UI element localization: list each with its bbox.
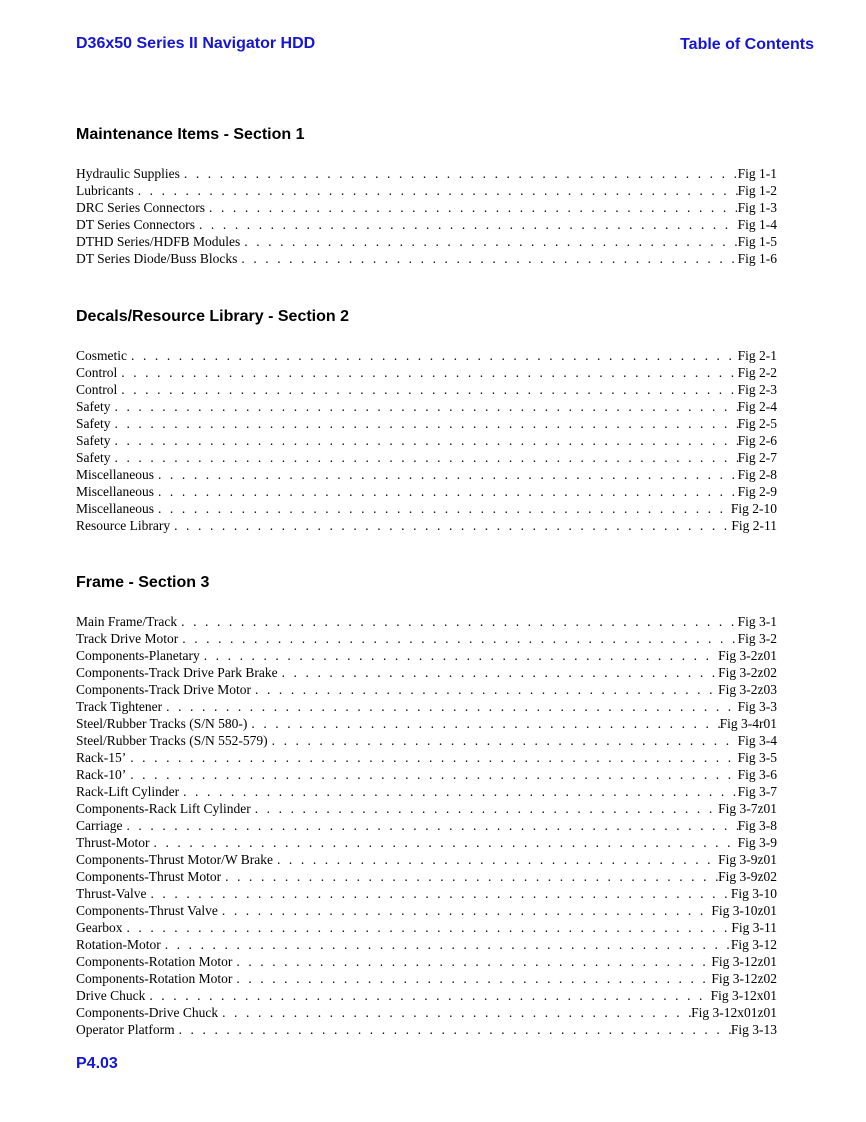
toc-entry[interactable]	[76, 715, 777, 732]
dot-leader	[170, 517, 731, 534]
dot-leader	[126, 766, 737, 783]
toc-section-3	[76, 574, 777, 1038]
toc-entry-title: Main Frame/Track	[76, 614, 178, 629]
dot-leader	[117, 381, 737, 398]
dot-leader	[117, 364, 737, 381]
toc-entry-title: DTHD Series/HDFB Modules	[76, 234, 241, 249]
toc-entry-figure: Fig 3-12x01	[710, 988, 777, 1003]
toc-entry-title: Components-Thrust Motor	[76, 869, 222, 884]
toc-entry-title: Components-Drive Chuck	[76, 1005, 219, 1020]
toc-entry-figure: Fig 1-3	[737, 200, 777, 215]
document-title: D36x50 Series II Navigator HDD	[76, 35, 316, 52]
toc-entry[interactable]	[76, 483, 777, 500]
dot-leader	[111, 449, 738, 466]
toc-entry-figure: Fig 3-6	[737, 767, 777, 782]
dot-leader	[122, 919, 731, 936]
toc-entry-figure: Fig 2-11	[731, 518, 777, 533]
toc-entry-figure: Fig 2-1	[737, 348, 777, 363]
toc-entry-title: Drive Chuck	[76, 988, 146, 1003]
toc-entry[interactable]	[76, 953, 777, 970]
toc-entry[interactable]	[76, 664, 777, 681]
toc-entry-figure: Fig 3-11	[731, 920, 777, 935]
toc-entry-title: Operator Platform	[76, 1022, 175, 1037]
toc-entry-figure: Fig 2-2	[737, 365, 777, 380]
header-section-label: Table of Contents	[680, 36, 814, 53]
dot-leader	[268, 732, 738, 749]
toc-entry[interactable]	[76, 432, 777, 449]
toc-entry-figure: Fig 2-9	[737, 484, 777, 499]
dot-leader	[179, 783, 738, 800]
page-number: P4.03	[76, 1055, 118, 1072]
toc-entry[interactable]	[76, 182, 777, 199]
toc-entry[interactable]	[76, 1021, 777, 1038]
dot-leader	[134, 182, 738, 199]
toc-entry-title: Rack-Lift Cylinder	[76, 784, 180, 799]
dot-leader	[205, 199, 738, 216]
toc-entry-figure: Fig 3-9z02	[718, 869, 777, 884]
toc-entry-title: DRC Series Connectors	[76, 200, 205, 215]
toc-entry[interactable]	[76, 936, 777, 953]
dot-leader	[150, 834, 738, 851]
toc-entry-title: Track Drive Motor	[76, 631, 179, 646]
dot-leader	[126, 749, 737, 766]
toc-entry-figure: Fig 3-7z01	[718, 801, 777, 816]
dot-leader	[154, 500, 731, 517]
toc-entry-figure: Fig 2-6	[737, 433, 777, 448]
dot-leader	[237, 250, 737, 267]
toc-entry-title: Miscellaneous	[76, 501, 154, 516]
toc-entry[interactable]	[76, 415, 777, 432]
toc-entry-figure: Fig 1-1	[737, 166, 777, 181]
dot-leader	[273, 851, 718, 868]
toc-entry[interactable]	[76, 970, 777, 987]
dot-leader	[177, 613, 737, 630]
toc-entry-list	[76, 347, 777, 534]
toc-entry-title: Miscellaneous	[76, 484, 154, 499]
toc-entry-title: Safety	[76, 433, 111, 448]
dot-leader	[111, 398, 738, 415]
toc-entry-figure: Fig 3-10	[730, 886, 777, 901]
dot-leader	[122, 817, 737, 834]
toc-entry-title: Safety	[76, 450, 111, 465]
dot-leader	[161, 936, 731, 953]
dot-leader	[111, 415, 738, 432]
dot-leader	[111, 432, 738, 449]
dot-leader	[195, 216, 738, 233]
dot-leader	[175, 1021, 731, 1038]
toc-entry-title: Rack-15’	[76, 750, 127, 765]
dot-leader	[162, 698, 737, 715]
dot-leader	[221, 868, 718, 885]
toc-entry-figure: Fig 3-12x01z01	[691, 1005, 777, 1020]
toc-entry-title: Gearbox	[76, 920, 123, 935]
toc-entry-title: Hydraulic Supplies	[76, 166, 180, 181]
dot-leader	[127, 347, 738, 364]
toc-entry-figure: Fig 3-2	[737, 631, 777, 646]
toc-entry[interactable]	[76, 216, 777, 233]
toc-entry-title: Components-Rack Lift Cylinder	[76, 801, 251, 816]
toc-entry-figure: Fig 3-4r01	[719, 716, 777, 731]
toc-entry[interactable]	[76, 834, 777, 851]
dot-leader	[240, 233, 737, 250]
toc-entry[interactable]	[76, 1004, 777, 1021]
toc-entry-title: Miscellaneous	[76, 467, 154, 482]
toc-entry[interactable]	[76, 199, 777, 216]
toc-entry[interactable]	[76, 885, 777, 902]
toc-entry[interactable]	[76, 613, 777, 630]
toc-entry-figure: Fig 3-12	[730, 937, 777, 952]
toc-entry-figure: Fig 2-8	[737, 467, 777, 482]
toc-entry-title: Safety	[76, 416, 111, 431]
toc-entry-figure: Fig 3-12z01	[711, 954, 777, 969]
toc-entry-title: Carriage	[76, 818, 123, 833]
toc-entry[interactable]	[76, 233, 777, 250]
dot-leader	[178, 630, 737, 647]
toc-entry-list	[76, 613, 777, 1038]
toc-entry-figure: Fig 3-2z01	[718, 648, 777, 663]
toc-entry-figure: Fig 3-2z02	[718, 665, 777, 680]
toc-entry-title: Cosmetic	[76, 348, 127, 363]
dot-leader	[218, 1004, 691, 1021]
toc-entry-figure: Fig 3-12z02	[711, 971, 777, 986]
toc-entry[interactable]	[76, 749, 777, 766]
toc-entry-title: Components-Rotation Motor	[76, 971, 233, 986]
toc-entry-title: Steel/Rubber Tracks (S/N 580-)	[76, 716, 248, 731]
toc-entry[interactable]	[76, 800, 777, 817]
toc-entry[interactable]	[76, 466, 777, 483]
toc-entry-title: Control	[76, 365, 118, 380]
dot-leader	[146, 885, 730, 902]
toc-entry-figure: Fig 2-3	[737, 382, 777, 397]
toc-entry-figure: Fig 2-5	[737, 416, 777, 431]
toc-entry-title: Components-Track Drive Motor	[76, 682, 251, 697]
toc-entry[interactable]	[76, 364, 777, 381]
dot-leader	[200, 647, 718, 664]
toc-entry-title: DT Series Connectors	[76, 217, 195, 232]
toc-entry-figure: Fig 3-3	[737, 699, 777, 714]
toc-entry-figure: Fig 3-7	[737, 784, 777, 799]
dot-leader	[251, 800, 718, 817]
toc-entry-title: Rotation-Motor	[76, 937, 161, 952]
toc-entry-figure: Fig 3-2z03	[718, 682, 777, 697]
toc-entry-list	[76, 165, 777, 267]
toc-section-2	[76, 308, 777, 534]
toc-entry-title: Steel/Rubber Tracks (S/N 552-579)	[76, 733, 268, 748]
toc-entry[interactable]	[76, 698, 777, 715]
section-heading: Maintenance Items - Section 1	[76, 126, 305, 143]
toc-entry[interactable]	[76, 868, 777, 885]
toc-entry[interactable]	[76, 851, 777, 868]
toc-entry-title: DT Series Diode/Buss Blocks	[76, 251, 238, 266]
dot-leader	[145, 987, 710, 1004]
toc-entry-title: Components-Track Drive Park Brake	[76, 665, 278, 680]
toc-entry-figure: Fig 2-7	[737, 450, 777, 465]
toc-entry-figure: Fig 2-10	[730, 501, 777, 516]
toc-entry-title: Thrust-Motor	[76, 835, 150, 850]
toc-entry[interactable]	[76, 902, 777, 919]
toc-entry-figure: Fig 3-5	[737, 750, 777, 765]
dot-leader	[232, 953, 711, 970]
toc-entry-title: Components-Thrust Valve	[76, 903, 218, 918]
toc-entry[interactable]	[76, 381, 777, 398]
toc-entry-title: Resource Library	[76, 518, 171, 533]
toc-entry-figure: Fig 3-1	[737, 614, 777, 629]
toc-entry[interactable]	[76, 817, 777, 834]
dot-leader	[278, 664, 719, 681]
toc-entry-title: Lubricants	[76, 183, 134, 198]
toc-entry-figure: Fig 3-9z01	[718, 852, 777, 867]
toc-entry[interactable]	[76, 919, 777, 936]
toc-entry-title: Components-Thrust Motor/W Brake	[76, 852, 273, 867]
toc-entry-title: Rack-10’	[76, 767, 127, 782]
toc-entry[interactable]	[76, 681, 777, 698]
toc-entry[interactable]	[76, 766, 777, 783]
dot-leader	[218, 902, 712, 919]
toc-entry-figure: Fig 3-8	[737, 818, 777, 833]
toc-entry[interactable]	[76, 165, 777, 182]
toc-entry[interactable]	[76, 647, 777, 664]
toc-entry[interactable]	[76, 987, 777, 1004]
toc-entry[interactable]	[76, 250, 777, 267]
toc-entry-figure: Fig 3-9	[737, 835, 777, 850]
dot-leader	[247, 715, 719, 732]
section-heading: Frame - Section 3	[76, 574, 210, 591]
toc-entry-figure: Fig 3-4	[737, 733, 777, 748]
toc-entry-title: Track Tightener	[76, 699, 163, 714]
toc-entry-figure: Fig 1-6	[737, 251, 777, 266]
toc-entry-title: Thrust-Valve	[76, 886, 147, 901]
toc-section-1	[76, 126, 777, 267]
dot-leader	[180, 165, 738, 182]
toc-entry-figure: Fig 3-10z01	[711, 903, 777, 918]
toc-entry-title: Safety	[76, 399, 111, 414]
toc-entry-figure: Fig 1-4	[737, 217, 777, 232]
dot-leader	[154, 466, 738, 483]
toc-entry[interactable]	[76, 783, 777, 800]
toc-entry[interactable]	[76, 500, 777, 517]
toc-entry[interactable]	[76, 398, 777, 415]
toc-entry-figure: Fig 1-2	[737, 183, 777, 198]
dot-leader	[251, 681, 718, 698]
toc-entry[interactable]	[76, 517, 777, 534]
dot-leader	[154, 483, 738, 500]
toc-entry-title: Control	[76, 382, 118, 397]
toc-entry[interactable]	[76, 449, 777, 466]
toc-entry[interactable]	[76, 347, 777, 364]
toc-entry-title: Components-Rotation Motor	[76, 954, 233, 969]
toc-entry-figure: Fig 1-5	[737, 234, 777, 249]
toc-entry[interactable]	[76, 630, 777, 647]
toc-entry[interactable]	[76, 732, 777, 749]
section-heading: Decals/Resource Library - Section 2	[76, 308, 349, 325]
toc-entry-figure: Fig 2-4	[737, 399, 777, 414]
toc-entry-figure: Fig 3-13	[730, 1022, 777, 1037]
dot-leader	[232, 970, 711, 987]
toc-entry-title: Components-Planetary	[76, 648, 200, 663]
